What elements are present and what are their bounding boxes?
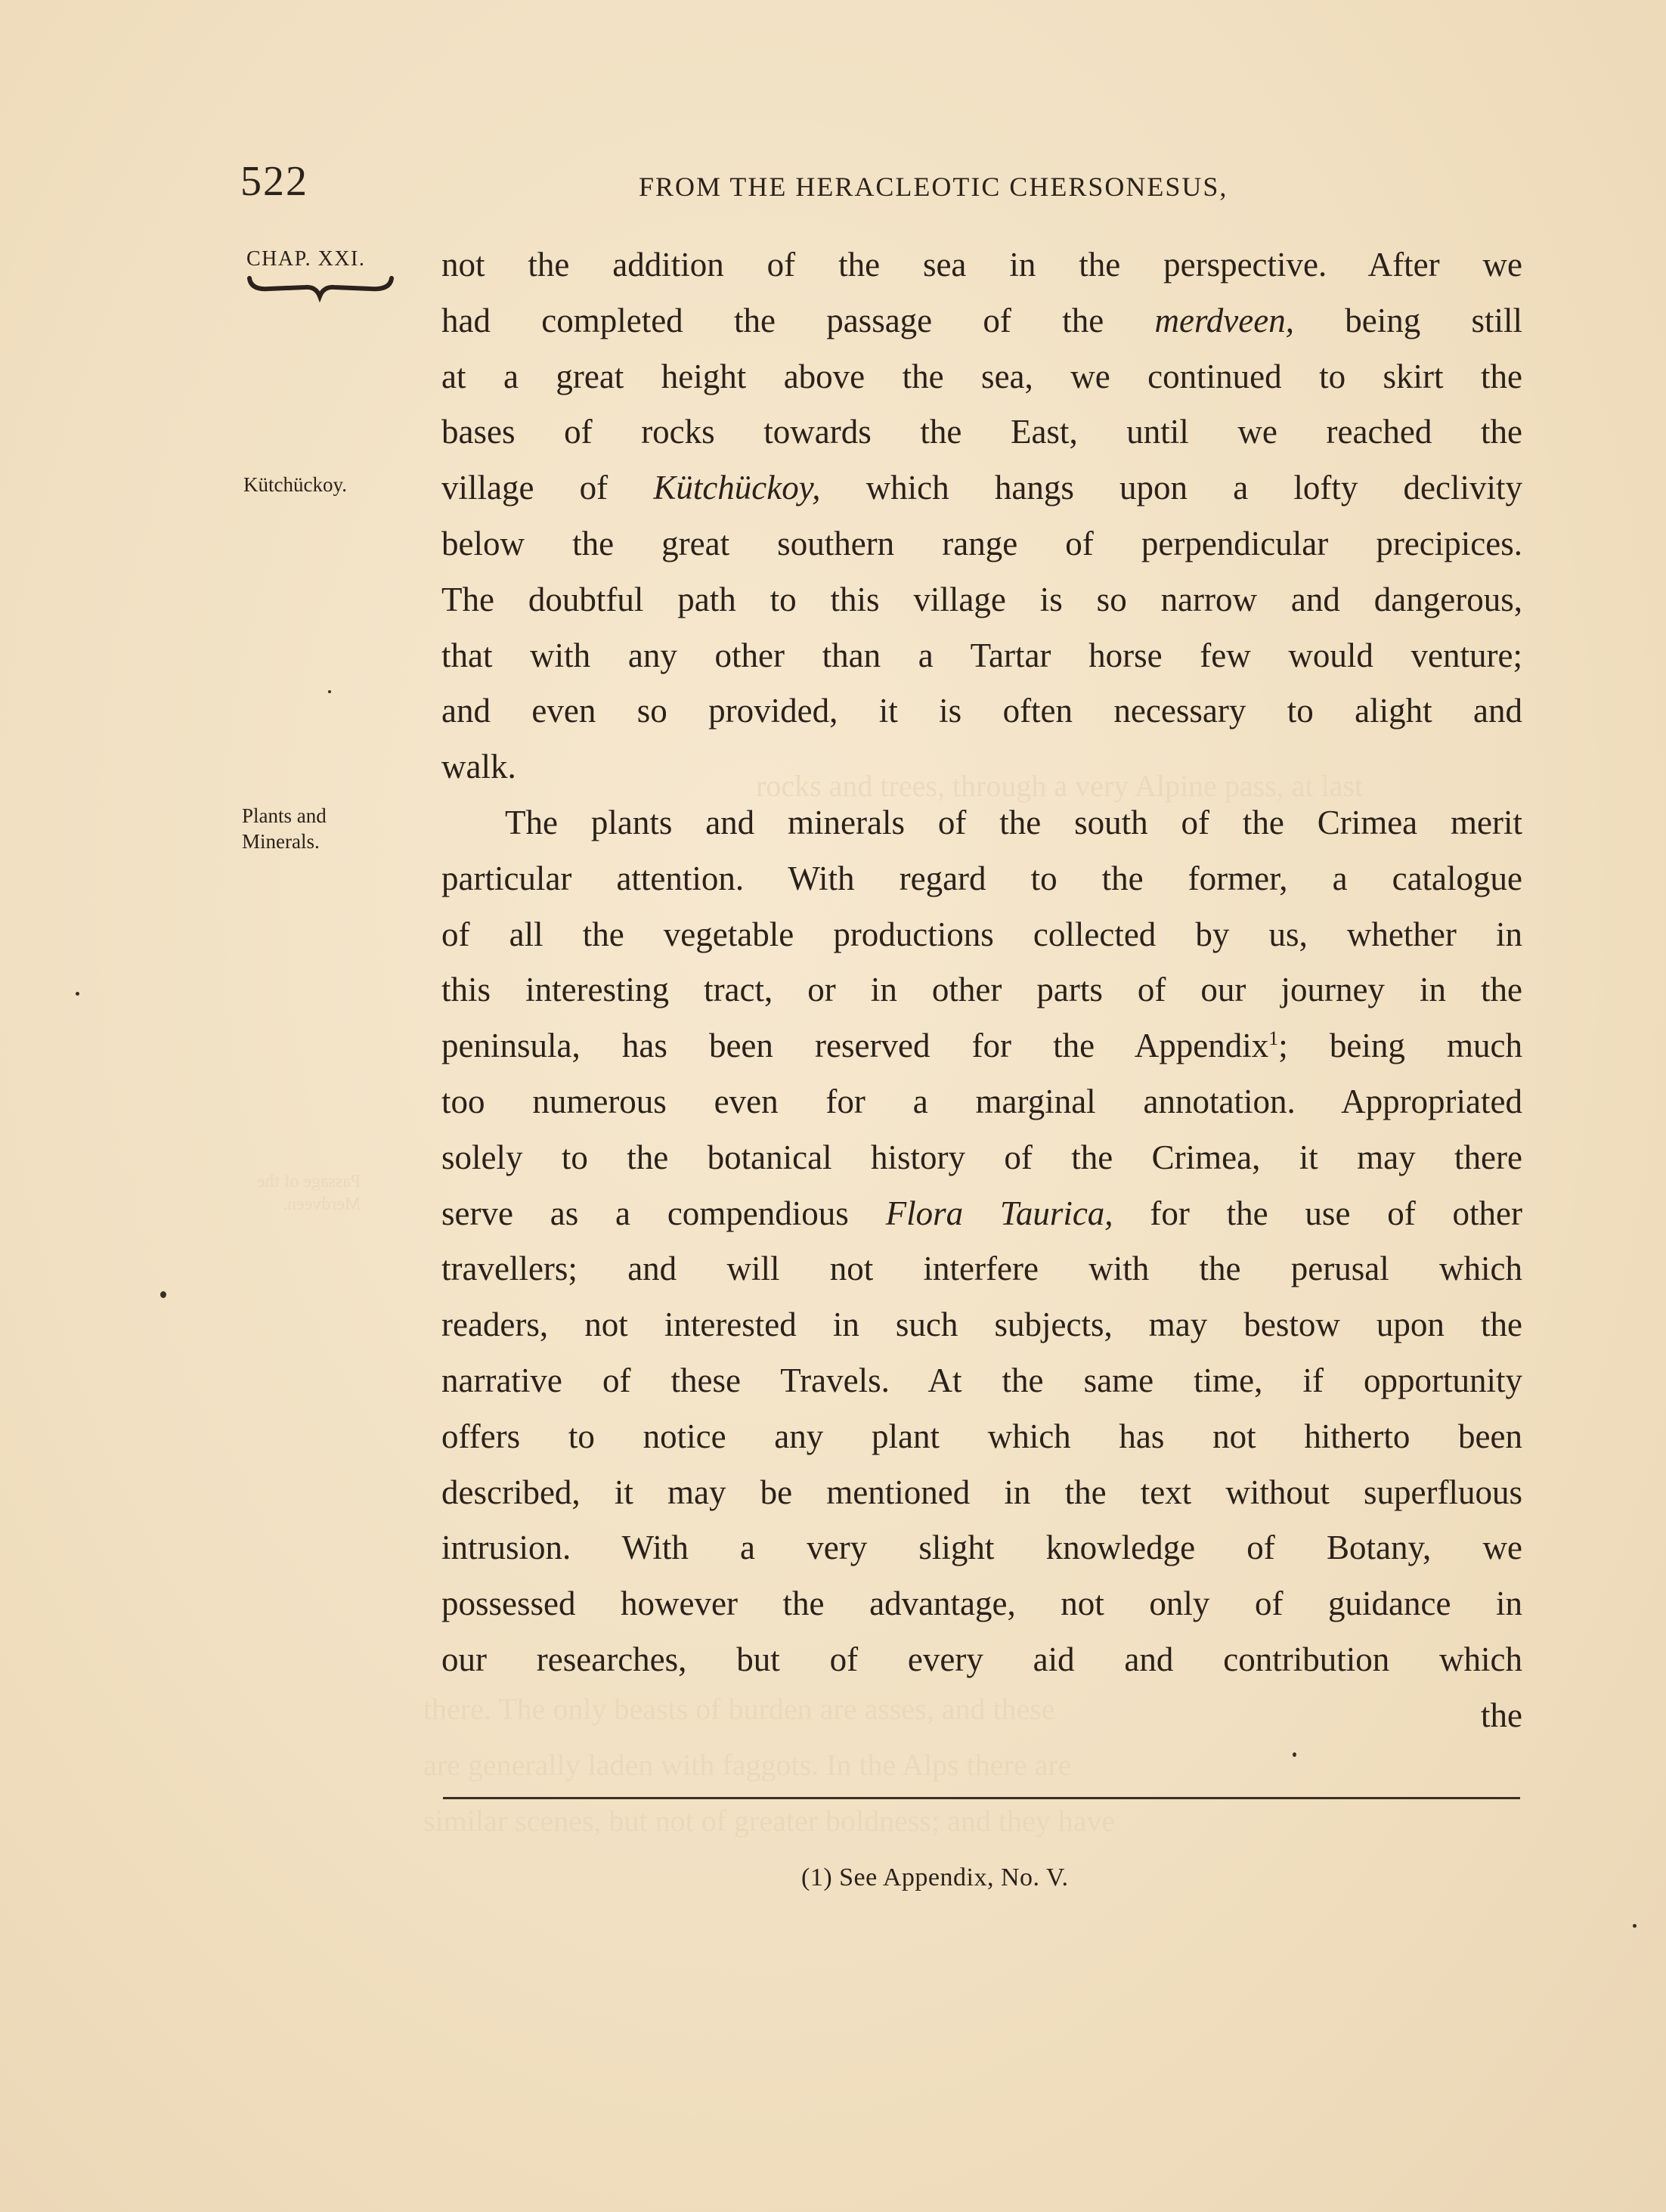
bleed-through: are generally laden with faggots. In the Alps there are [423,1748,1072,1782]
margin-note-line: Plants and [242,804,327,827]
running-title: FROM THE HERACLEOTIC CHERSONESUS, [639,172,1228,202]
text-line: travellers; and will not interfere with the perusal which [441,1250,1522,1288]
margin-note-line: Kütchückoy. [243,473,347,496]
catchword: the [1481,1696,1522,1734]
bleed-through: Passage of the Merdveen. [257,1172,361,1214]
italic-term: Kütchückoy, [653,469,821,507]
paper-speck [76,992,79,996]
text-line: this interesting tract, or in other parts of our journey in the [441,971,1522,1009]
text-line: The doubtful path to this village is so narrow and dangerous, [441,580,1522,618]
text-line: particular attention. With regard to the former, a catalogue [441,859,1522,897]
text-line: serve as a compendious Flora Taurica, for the use of other [441,1194,1522,1232]
bleed-through: there. The only beasts of burden are asses, and these [423,1692,1055,1726]
bleed-through: rocks and trees, through a very Alpine pass, at last [756,769,1364,803]
text-line: too numerous even for a marginal annotation. Appropriated [441,1082,1522,1120]
text-line: and even so provided, it is often necessary to alight and [441,692,1522,730]
text-line: peninsula, has been reserved for the Appendix$^1$; being much [441,1027,1522,1065]
brace-ornament [246,274,395,304]
text-line: solely to the botanical history of the Crimea, it may there [441,1138,1522,1176]
text-line: had completed the passage of the merdveen, being still [441,301,1523,339]
text-line: below the great southern range of perpendicular precipices. [441,524,1522,562]
paper-speck [328,690,331,693]
text-line: walk. [441,748,516,786]
bleed-through: similar scenes, but not of greater boldness; and they have [423,1804,1116,1838]
margin-note-kutchuckoy [243,472,347,497]
paper-speck [1633,1924,1637,1928]
page-number: 522 [240,158,308,205]
footnote-rule [443,1797,1520,1799]
body-text [441,237,1522,1744]
footnote: (1) See Appendix, No. V. [801,1863,1069,1891]
paper-speck [160,1291,166,1298]
text-line: bases of rocks towards the East, until we reached the [441,413,1522,451]
text-line: our researches, but of every aid and contribution which [441,1640,1522,1678]
margin-note-plants-minerals [242,803,327,854]
paper-speck [1293,1752,1296,1757]
text-line: The plants and minerals of the south of the Crimea merit [505,803,1522,841]
italic-term: merdveen, [1154,301,1294,339]
text-line: described, it may be mentioned in the text without superfluous [441,1473,1522,1511]
text-line: at a great height above the sea, we continued to skirt the [441,357,1522,395]
chapter-marker: CHAP. XXI. [246,247,366,271]
text-line: offers to notice any plant which has not hitherto been [441,1417,1522,1455]
text-line: possessed however the advantage, not only of guidance in [441,1585,1522,1623]
running-head [0,157,1666,203]
text-line: of all the vegetable productions collected by us, whether in [441,915,1522,953]
text-line: narrative of these Travels. At the same time, if opportunity [441,1361,1522,1399]
italic-term: Flora Taurica, [885,1194,1113,1232]
text-line: not the addition of the sea in the perspective. After we [441,246,1522,283]
text-line: village of Kütchückoy, which hangs upon a lofty declivity [441,469,1522,507]
text-line: intrusion. With a very slight knowledge of Botany, we [441,1529,1522,1567]
margin-note-line: Minerals. [242,830,320,853]
text-line: that with any other than a Tartar horse few would venture; [441,636,1522,674]
footnote-reference: 1 [1268,1027,1279,1050]
text-line: readers, not interested in such subjects, may bestow upon the [441,1306,1522,1344]
